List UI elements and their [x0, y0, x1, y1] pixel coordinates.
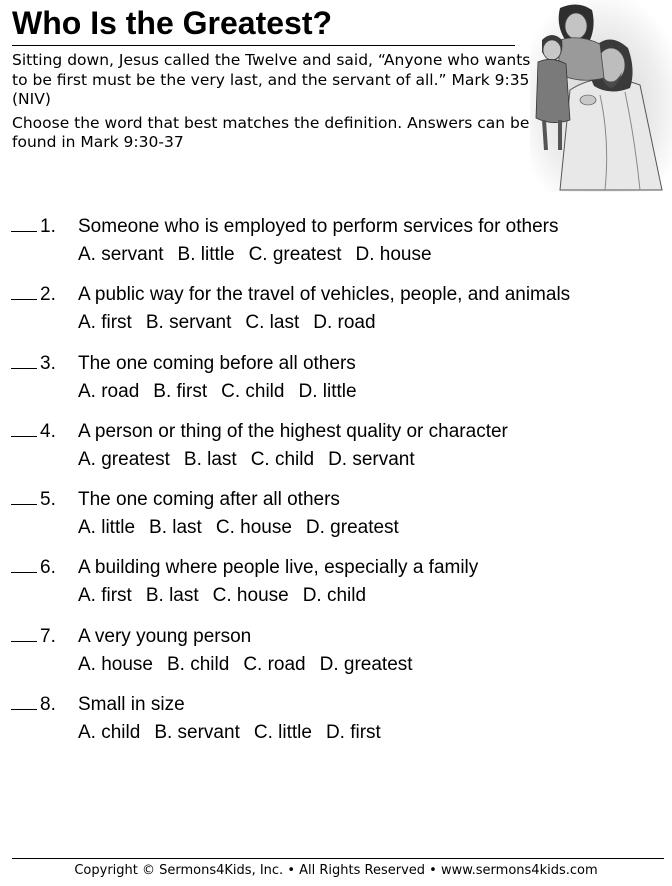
answer-options	[78, 582, 380, 610]
option-a: A. little	[78, 517, 136, 539]
question-number: 5.	[40, 489, 56, 511]
option-a: A. greatest	[78, 448, 170, 470]
option-b: B. servant	[154, 722, 240, 744]
intro-block	[12, 51, 532, 153]
question-number: 4.	[40, 420, 56, 442]
question-number: 7.	[40, 625, 56, 647]
question-item	[11, 418, 651, 486]
instructions: Choose the word that best matches the definition. Answers can be found in Mark 9:30-37	[12, 113, 530, 151]
question-definition: Someone who is employed to perform services for others	[78, 216, 559, 237]
answer-options	[78, 446, 429, 474]
answer-blank[interactable]	[11, 418, 37, 437]
option-a: A. first	[78, 585, 132, 607]
answer-blank[interactable]	[11, 486, 37, 505]
option-c: C. road	[243, 653, 306, 675]
option-b: B. servant	[145, 312, 232, 334]
question-definition: A person or thing of the highest quality or character	[78, 420, 508, 442]
option-d: D. servant	[328, 448, 415, 470]
option-a: A. child	[78, 722, 141, 744]
answer-blank[interactable]	[11, 691, 37, 710]
question-number: 6.	[40, 557, 56, 579]
answer-blank[interactable]	[11, 350, 37, 369]
option-c: C. child	[250, 448, 315, 470]
option-b: B. last	[183, 448, 237, 470]
answer-options	[78, 378, 371, 406]
question-item	[11, 554, 651, 622]
answer-options	[78, 514, 413, 542]
option-b: B. last	[145, 585, 199, 607]
option-d: D. first	[325, 722, 381, 744]
answer-blank[interactable]	[11, 554, 37, 573]
scripture-verse: Sitting down, Jesus called the Twelve and said, “Anyone who wants to be first must be the very last, and the servant of all.” Mark 9:35 (NIV)	[12, 51, 531, 108]
answer-options	[78, 719, 395, 747]
question-item	[11, 350, 651, 418]
option-b: B. last	[149, 517, 202, 539]
option-a: A. house	[78, 653, 153, 675]
option-c: C. house	[215, 517, 292, 539]
question-definition: A building where people live, especially a family	[78, 557, 479, 579]
answer-blank[interactable]	[11, 281, 37, 300]
jesus-with-children-illustration	[530, 0, 672, 192]
question-definition: A very young person	[78, 625, 252, 647]
question-number: 1.	[40, 216, 56, 237]
answer-blank[interactable]	[11, 213, 37, 232]
question-list	[11, 213, 651, 759]
option-d: D. house	[355, 244, 432, 265]
option-a: A. servant	[78, 244, 164, 265]
option-d: D. greatest	[319, 653, 413, 675]
option-c: C. house	[212, 585, 289, 607]
copyright-footer: Copyright © Sermons4Kids, Inc. • All Rights Reserved • www.sermons4kids.com	[74, 863, 598, 878]
option-c: C. little	[253, 722, 312, 744]
question-definition: The one coming before all others	[78, 352, 356, 374]
question-definition: The one coming after all others	[78, 489, 340, 511]
option-d: D. child	[302, 585, 367, 607]
option-a: A. first	[78, 312, 132, 334]
option-c: C. child	[221, 380, 285, 402]
question-number: 2.	[40, 284, 56, 306]
option-c: C. last	[245, 312, 300, 334]
option-b: B. child	[167, 653, 230, 675]
question-item	[11, 281, 651, 349]
footer-divider	[12, 858, 664, 859]
question-number: 8.	[40, 694, 56, 716]
option-b: B. little	[177, 244, 235, 265]
question-item	[11, 213, 651, 281]
question-number: 3.	[40, 352, 56, 374]
answer-options	[78, 309, 390, 337]
option-c: C. greatest	[248, 244, 342, 265]
question-definition: Small in size	[78, 694, 185, 716]
option-d: D. little	[298, 380, 357, 402]
option-d: D. greatest	[305, 517, 399, 539]
option-a: A. road	[78, 380, 140, 402]
answer-blank[interactable]	[11, 623, 37, 642]
title-divider	[12, 45, 515, 46]
option-b: B. first	[153, 380, 208, 402]
question-item	[11, 486, 651, 554]
option-d: D. road	[313, 312, 376, 334]
worksheet-title: Who Is the Greatest?	[12, 5, 333, 41]
question-definition: A public way for the travel of vehicles, people, and animals	[78, 284, 571, 306]
answer-options	[78, 651, 427, 679]
answer-options	[78, 241, 446, 269]
question-item	[11, 623, 651, 691]
question-item	[11, 691, 651, 759]
